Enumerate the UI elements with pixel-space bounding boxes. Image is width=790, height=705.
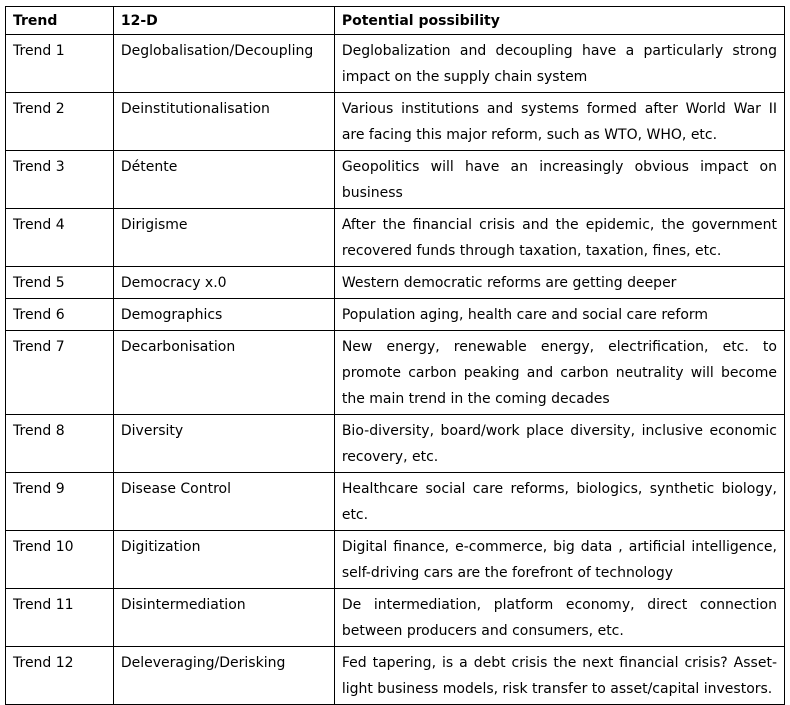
possibility-cell: Deglobalization and decoupling have a particularly strong impact on the supply chain system (334, 35, 784, 93)
trend-cell: Trend 11 (6, 589, 114, 647)
d-cell: Détente (113, 151, 334, 209)
table-row (6, 531, 785, 589)
d-cell: Deleveraging/Derisking (113, 647, 334, 705)
trend-cell: Trend 8 (6, 415, 114, 473)
trend-cell: Trend 5 (6, 267, 114, 299)
d-cell: Democracy x.0 (113, 267, 334, 299)
possibility-cell: Geopolitics will have an increasingly obvious impact on business (334, 151, 784, 209)
trend-cell: Trend 1 (6, 35, 114, 93)
d-cell: Dirigisme (113, 209, 334, 267)
trend-cell: Trend 6 (6, 299, 114, 331)
trend-cell: Trend 2 (6, 93, 114, 151)
trend-cell: Trend 12 (6, 647, 114, 705)
table-row (6, 589, 785, 647)
possibility-cell: Western democratic reforms are getting deeper (334, 267, 784, 299)
trend-cell: Trend 9 (6, 473, 114, 531)
possibility-cell: After the financial crisis and the epidemic, the government recovered funds through taxation, taxation, fines, etc. (334, 209, 784, 267)
table-row (6, 415, 785, 473)
d-cell: Disintermediation (113, 589, 334, 647)
d-cell: Diversity (113, 415, 334, 473)
table-row (6, 35, 785, 93)
table-row (6, 647, 785, 705)
trend-cell: Trend 4 (6, 209, 114, 267)
table-row (6, 151, 785, 209)
possibility-cell: Healthcare social care reforms, biologics, synthetic biology, etc. (334, 473, 784, 531)
possibility-cell: Bio-diversity, board/work place diversity, inclusive economic recovery, etc. (334, 415, 784, 473)
possibility-cell: Fed tapering, is a debt crisis the next financial crisis? Asset-light business models, risk transfer to asset/capital investors. (334, 647, 784, 705)
header-12d: 12-D (113, 7, 334, 35)
possibility-cell: New energy, renewable energy, electrification, etc. to promote carbon peaking and carbon neutrality will become the main trend in the coming decades (334, 331, 784, 415)
trend-cell: Trend 10 (6, 531, 114, 589)
table-row (6, 209, 785, 267)
table-row (6, 299, 785, 331)
d-cell: Demographics (113, 299, 334, 331)
d-cell: Digitization (113, 531, 334, 589)
table-row (6, 473, 785, 531)
d-cell: Deinstitutionalisation (113, 93, 334, 151)
d-cell: Decarbonisation (113, 331, 334, 415)
header-possibility: Potential possibility (334, 7, 784, 35)
possibility-cell: Digital finance, e-commerce, big data , artificial intelligence, self-driving cars are the forefront of technology (334, 531, 784, 589)
d-cell: Deglobalisation/Decoupling (113, 35, 334, 93)
table-row (6, 267, 785, 299)
possibility-cell: De intermediation, platform economy, direct connection between producers and consumers, etc. (334, 589, 784, 647)
trends-table (5, 6, 785, 705)
table-row (6, 93, 785, 151)
d-cell: Disease Control (113, 473, 334, 531)
trend-cell: Trend 3 (6, 151, 114, 209)
trend-cell: Trend 7 (6, 331, 114, 415)
header-row (6, 7, 785, 35)
possibility-cell: Population aging, health care and social care reform (334, 299, 784, 331)
table-row (6, 331, 785, 415)
header-trend: Trend (6, 7, 114, 35)
possibility-cell: Various institutions and systems formed after World War II are facing this major reform, such as WTO, WHO, etc. (334, 93, 784, 151)
